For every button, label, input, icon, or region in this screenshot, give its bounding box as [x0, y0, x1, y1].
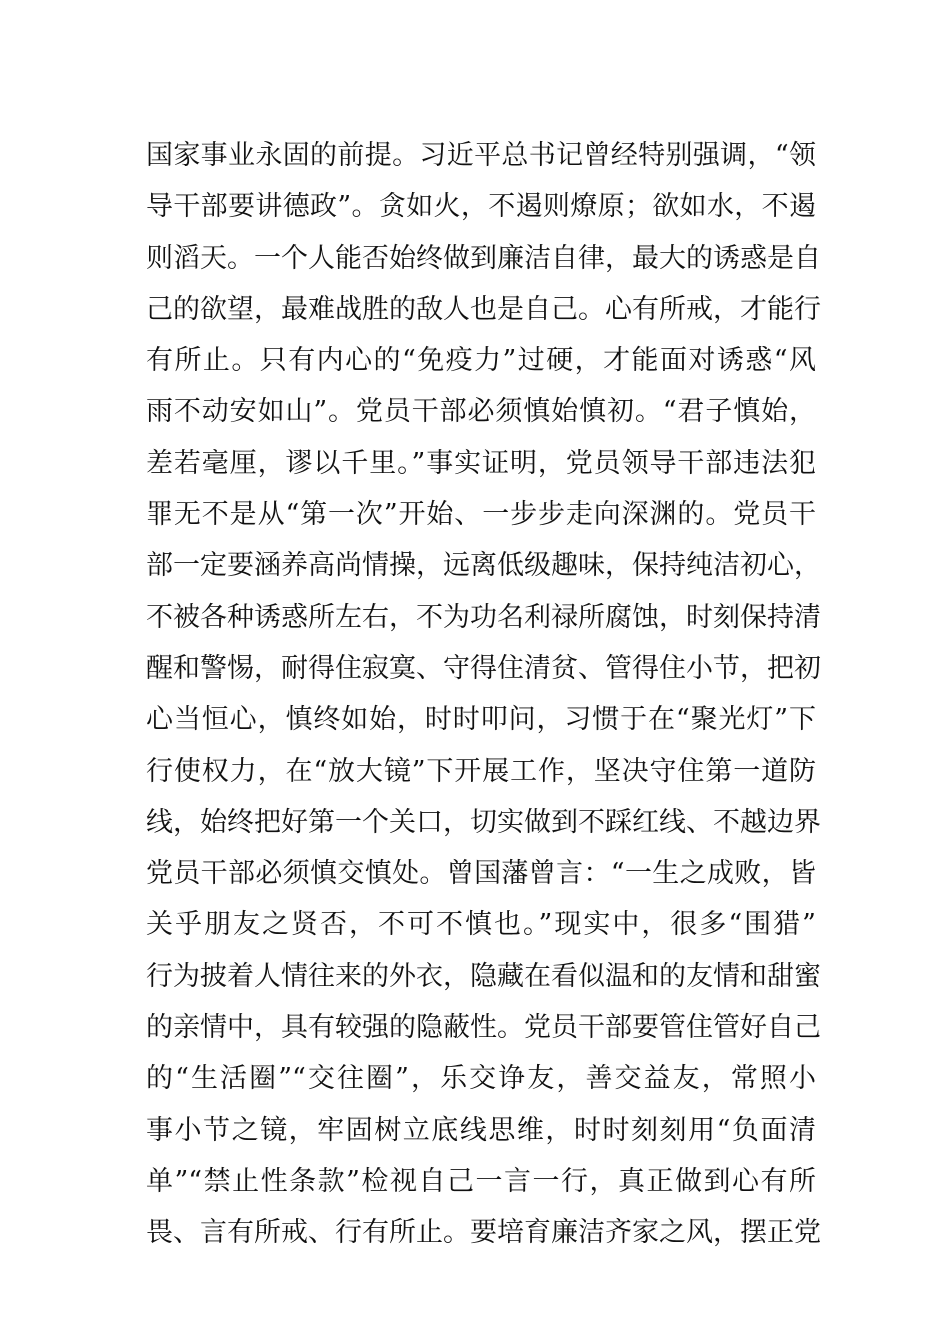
- text-line: 雨不动安如山”。党员干部必须慎始慎初。“君子慎始，: [146, 396, 816, 428]
- text-line: 行为披着人情往来的外衣，隐藏在看似温和的友情和甜蜜: [146, 960, 821, 992]
- text-line: 导干部要讲德政”。贪如火，不遏则燎原；欲如水，不遏: [146, 191, 816, 223]
- text-line: 则滔天。一个人能否始终做到廉洁自律，最大的诱惑是自: [146, 242, 821, 274]
- text-line: 关乎朋友之贤否，不可不慎也。”现实中，很多“围猎”: [146, 909, 816, 941]
- text-line: 罪无不是从“第一次”开始、一步步走向深渊的。党员干: [146, 499, 816, 531]
- text-line: 心当恒心，慎终如始，时时叩问，习惯于在“聚光灯”下: [146, 704, 816, 736]
- text-line: 己的欲望，最难战胜的敌人也是自己。心有所戒，才能行: [146, 293, 821, 325]
- text-line: 畏、言有所戒、行有所止。要培育廉洁齐家之风，摆正党: [146, 1217, 821, 1249]
- text-line: 国家事业永固的前提。习近平总书记曾经特别强调，“领: [146, 140, 816, 171]
- text-line: 差若毫厘，谬以千里。”事实证明，党员领导干部违法犯: [146, 447, 816, 479]
- text-line: 行使权力，在“放大镜”下开展工作，坚决守住第一道防: [146, 755, 816, 787]
- text-line: 有所止。只有内心的“免疫力”过硬，才能面对诱惑“风: [146, 345, 816, 377]
- text-line: 的亲情中，具有较强的隐蔽性。党员干部要管住管好自己: [146, 1012, 821, 1044]
- text-line: 醒和警惕，耐得住寂寞、守得住清贫、管得住小节，把初: [146, 652, 821, 684]
- text-line: 的“生活圈”“交往圈”，乐交诤友，善交益友，常照小: [146, 1063, 816, 1095]
- text-line: 线，始终把好第一个关口，切实做到不踩红线、不越边界: [146, 806, 821, 838]
- text-line: 部一定要涵养高尚情操，远离低级趣味，保持纯洁初心，: [146, 550, 821, 582]
- text-line: 党员干部必须慎交慎处。曾国藩曾言：“一生之成败，皆: [146, 858, 816, 890]
- text-line: 事小节之镜，牢固树立底线思维，时时刻刻用“负面清: [146, 1114, 816, 1146]
- text-line: 不被各种诱惑所左右，不为功名利禄所腐蚀，时刻保持清: [146, 601, 821, 633]
- text-line: 单”“禁止性条款”检视自己一言一行，真正做到心有所: [146, 1165, 816, 1197]
- body-text: [146, 130, 821, 1259]
